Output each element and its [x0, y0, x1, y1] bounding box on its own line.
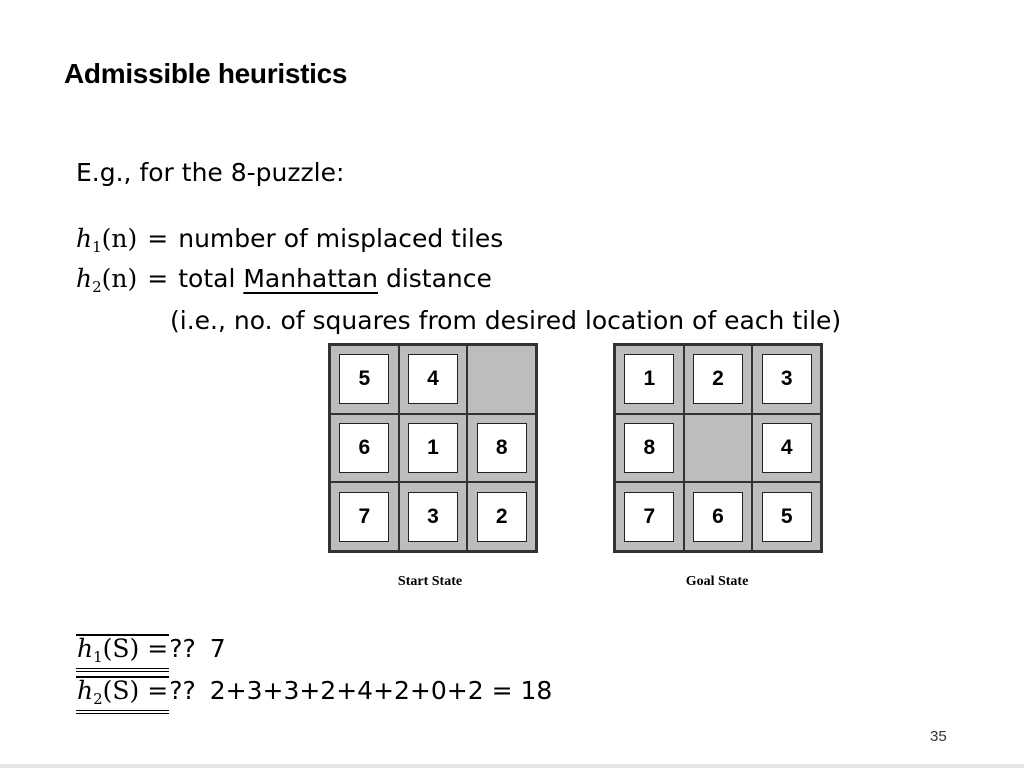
start-cell [399, 345, 468, 414]
h1-answer-line [76, 634, 226, 672]
goal-cell [752, 345, 821, 414]
goal-tile: 5 [762, 492, 812, 542]
goal-tile: 1 [624, 354, 674, 404]
start-cell [399, 414, 468, 483]
start-tile: 7 [339, 492, 389, 542]
start-tile: 8 [477, 423, 527, 473]
goal-cell [615, 482, 684, 551]
intro-text: E.g., for the 8-puzzle: [76, 158, 345, 187]
manhattan-link: Manhattan [243, 264, 379, 293]
goal-cell [615, 345, 684, 414]
h1-answer-box: $h_1(S)$ = [76, 634, 169, 672]
goal-blank-cell [684, 414, 753, 483]
start-cell [467, 414, 536, 483]
goal-tile: 6 [693, 492, 743, 542]
h2-answer-box: $h_2(S)$ = [76, 676, 169, 714]
h2-note: (i.e., no. of squares from desired location of each tile) [170, 306, 842, 335]
slide-title: Admissible heuristics [64, 58, 348, 89]
start-cell [330, 414, 399, 483]
equals-sign: = [147, 224, 169, 253]
h2-answer-line [76, 676, 552, 714]
start-cell [330, 345, 399, 414]
h1-definition [76, 226, 503, 255]
h1-description: number of misplaced tiles [178, 224, 504, 253]
goal-tile: 3 [762, 354, 812, 404]
start-tile: 3 [408, 492, 458, 542]
start-state-caption: Start State [397, 574, 463, 589]
h2-symbol: $h_2(n)$ [76, 264, 138, 296]
start-tile: 4 [408, 354, 458, 404]
goal-cell [752, 482, 821, 551]
start-cell [330, 482, 399, 551]
start-state-board [328, 343, 538, 553]
h2-answer-value: 2+3+3+2+4+2+0+2 = 18 [209, 676, 553, 705]
h2-desc-post: distance [385, 264, 492, 293]
start-tile: 5 [339, 354, 389, 404]
start-blank-cell [467, 345, 536, 414]
h1-symbol: $h_1(n)$ [76, 224, 138, 256]
h2-desc-pre: total [178, 264, 236, 293]
goal-tile: 2 [693, 354, 743, 404]
h1-answer-value: 7 [209, 634, 226, 663]
footer-bar [0, 764, 1024, 768]
start-cell [399, 482, 468, 551]
page-number: 35 [930, 728, 947, 745]
goal-tile: 4 [762, 423, 812, 473]
h2-definition [76, 266, 492, 295]
goal-cell [752, 414, 821, 483]
start-tile: 2 [477, 492, 527, 542]
equals-sign: = [147, 264, 169, 293]
h1-question-mark: ?? [169, 634, 196, 663]
goal-tile: 7 [624, 492, 674, 542]
start-cell [467, 482, 536, 551]
goal-state-caption: Goal State [685, 574, 749, 589]
h2-question-mark: ?? [169, 676, 196, 705]
goal-cell [615, 414, 684, 483]
start-tile: 6 [339, 423, 389, 473]
goal-tile: 8 [624, 423, 674, 473]
goal-state-board [613, 343, 823, 553]
goal-cell [684, 482, 753, 551]
start-tile: 1 [408, 423, 458, 473]
goal-cell [684, 345, 753, 414]
